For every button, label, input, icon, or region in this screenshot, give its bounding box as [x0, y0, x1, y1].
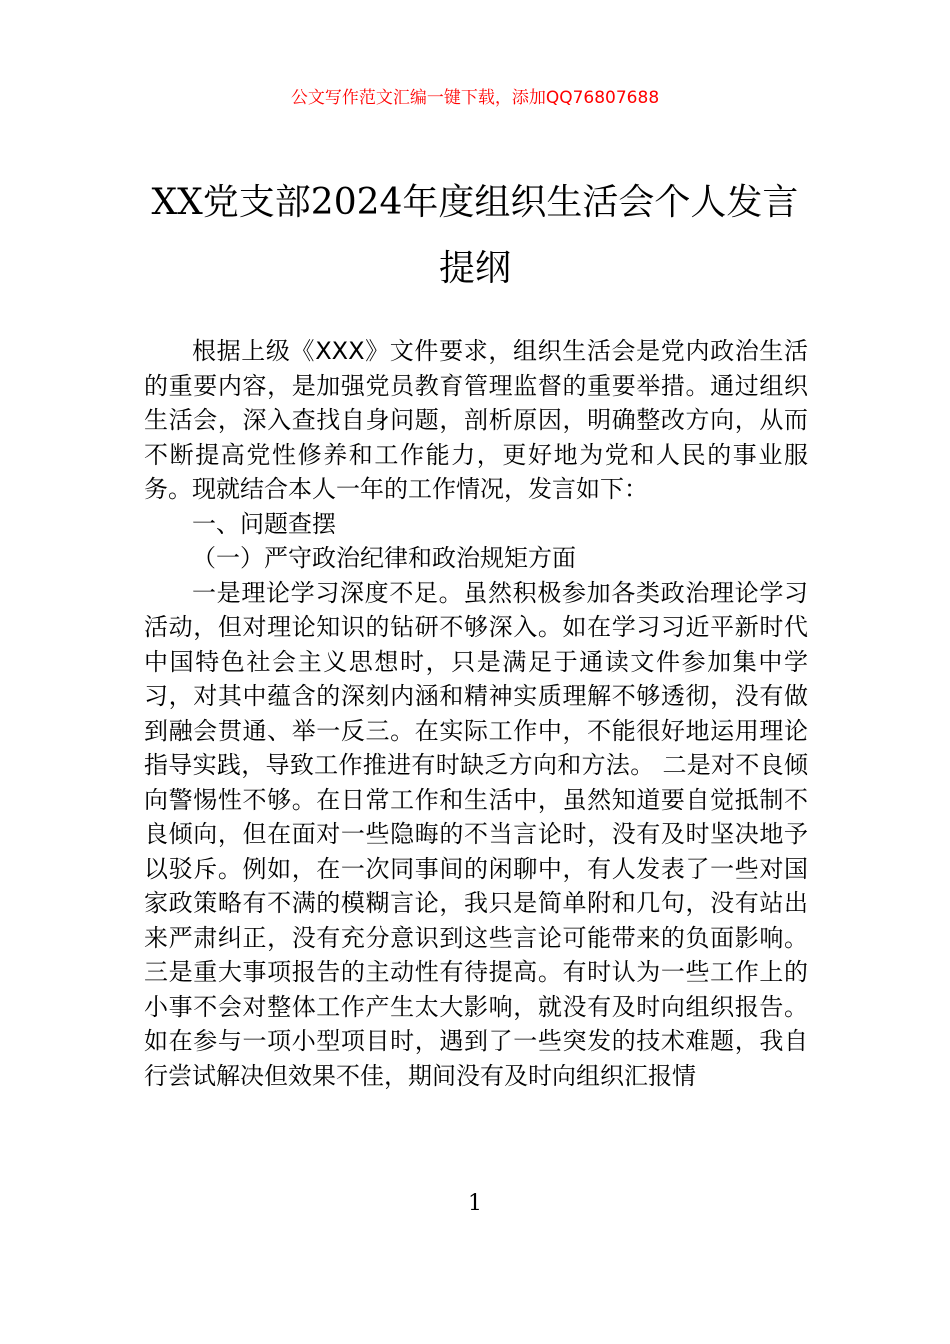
page-number: 1	[468, 1191, 482, 1216]
intro-paragraph: 根据上级《XXX》文件要求，组织生活会是党内政治生活的重要内容，是加强党员教育管理监督的重要举措。通过组织生活会，深入查找自身问题，剖析原因，明确整改方向，从而不断提高党性修养和工作能力，更好地为党和人民的事业服务。现就结合本人一年的工作情况，发言如下：	[144, 337, 808, 503]
document-body	[144, 334, 808, 1093]
document-title: XX党支部2024年度组织生活会个人发言提纲	[151, 182, 799, 289]
download-note: 公文写作范文汇编一键下载，添加QQ76807688	[290, 88, 660, 108]
subsection-heading: （一）严守政治纪律和政治规矩方面	[192, 544, 576, 572]
section-heading: 一、问题查摆	[192, 509, 336, 538]
body-paragraph: 一是理论学习深度不足。虽然积极参加各类政治理论学习活动，但对理论知识的钻研不够深入。如在学习习近平新时代中国特色社会主义思想时，只是满足于通读文件参加集中学习，对其中蕴含的深刻内涵和精神实质理解不够透彻，没有做到融会贯通、举一反三。在实际工作中，不能很好地运用理论指导实践，导致工作推进有时缺乏方向和方法。 二是对不良倾向警惕性不够。在日常工作和生活中，虽然知道要自觉抵制不良倾向，但在面对一些隐晦的不当言论时，没有及时坚决地予以驳斥。例如，在一次同事间的闲聊中，有人发表了一些对国家政策略有不满的模糊言论，我只是简单附和几句，没有站出来严肃纠正，没有充分意识到这些言论可能带来的负面影响。 三是重大事项报告的主动性有待提高。有时认为一些工作上的小事不会对整体工作产生太大影响，就没有及时向组织报告。如在参与一项小型项目时，遇到了一些突发的技术难题，我自行尝试解决但效果不佳，期间没有及时向组织汇报情	[144, 578, 808, 1090]
